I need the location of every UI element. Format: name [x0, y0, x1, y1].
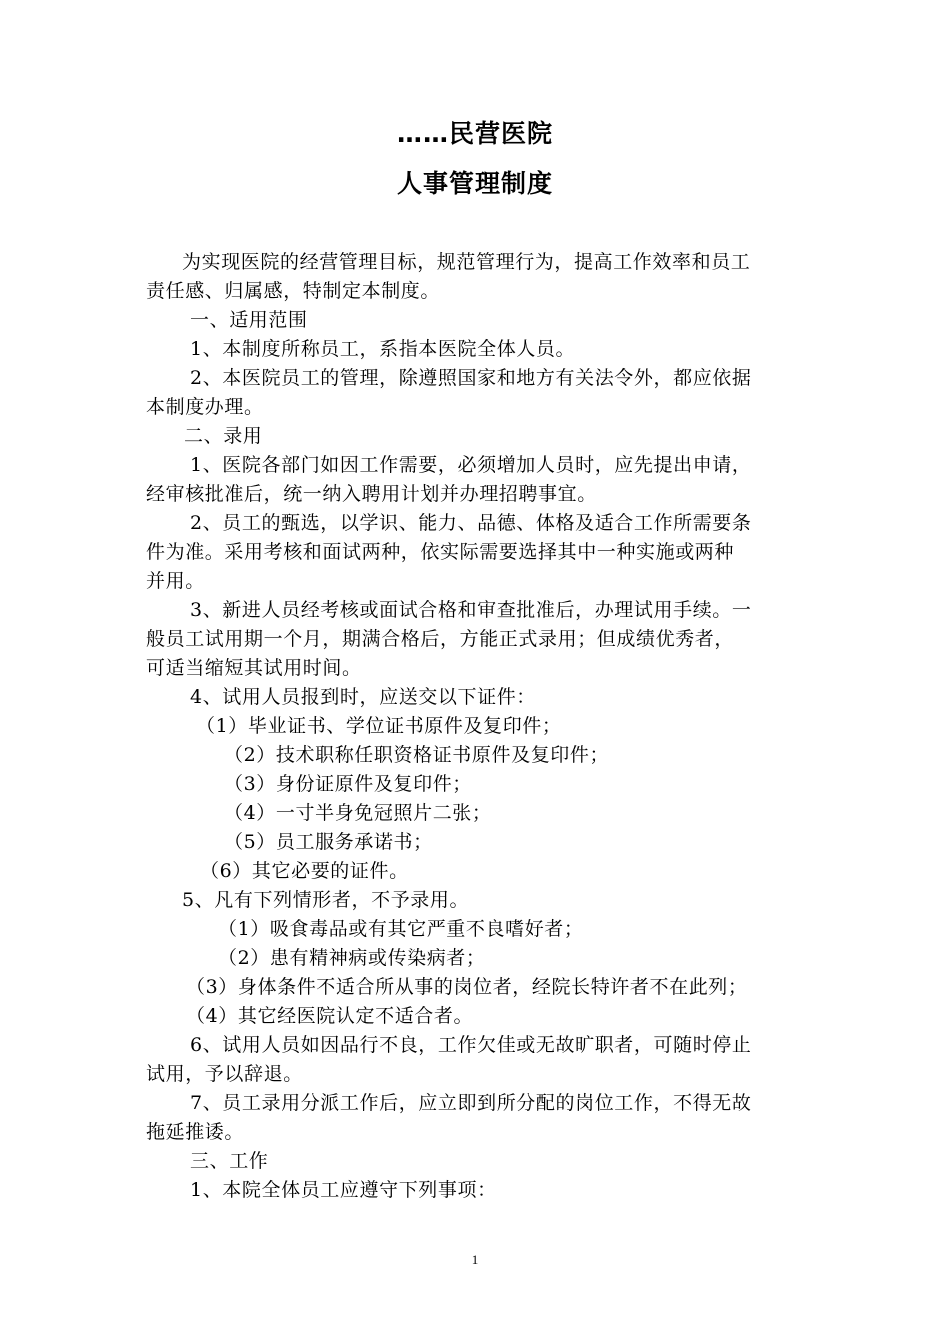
- text-line: 责任感、归属感，特制定本制度。: [146, 280, 441, 302]
- text-line: 为实现医院的经营管理目标，规范管理行为，提高工作效率和员工: [182, 251, 751, 273]
- text-line: 三、工作: [190, 1150, 269, 1172]
- text-line: （1）毕业证书、学位证书原件及复印件；: [196, 715, 562, 737]
- text-line: 3、新进人员经考核或面试合格和审查批准后，办理试用手续。一: [190, 599, 752, 621]
- hospital-title: ……民营医院: [396, 119, 553, 148]
- text-line: 二、录用: [184, 425, 263, 447]
- text-line: 件为准。采用考核和面试两种，依实际需要选择其中一种实施或两种: [146, 541, 735, 563]
- text-line: （6）其它必要的证件。: [200, 860, 409, 882]
- text-line: 2、员工的甄选，以学识、能力、品德、体格及适合工作所需要条: [190, 512, 752, 534]
- text-line: 拖延推诿。: [146, 1121, 245, 1143]
- text-line: （3）身份证原件及复印件；: [224, 773, 472, 795]
- text-line: （2）患有精神病或传染病者；: [218, 947, 486, 969]
- document-body: [146, 248, 821, 1205]
- text-line: 般员工试用期一个月，期满合格后，方能正式录用；但成绩优秀者，: [146, 628, 735, 650]
- text-line: （2）技术职称任职资格证书原件及复印件；: [224, 744, 610, 766]
- text-line: （5）员工服务承诺书；: [224, 831, 433, 853]
- text-line: 试用，予以辞退。: [146, 1063, 303, 1085]
- text-line: （4）其它经医院认定不适合者。: [186, 1005, 474, 1027]
- text-line: 一、适用范围: [190, 309, 308, 331]
- text-line: （3）身体条件不适合所从事的岗位者，经院长特许者不在此列；: [186, 976, 748, 998]
- text-line: 1、本制度所称员工，系指本医院全体人员。: [190, 338, 576, 360]
- text-line: 4、试用人员报到时，应送交以下证件：: [190, 686, 536, 708]
- text-line: 1、本院全体员工应遵守下列事项：: [190, 1179, 497, 1201]
- text-line: （1）吸食毒品或有其它严重不良嗜好者；: [218, 918, 584, 940]
- text-line: 6、试用人员如因品行不良，工作欠佳或无故旷职者，可随时停止: [190, 1034, 752, 1056]
- text-line: 并用。: [146, 570, 205, 592]
- text-line: 1、医院各部门如因工作需要，必须增加人员时，应先提出申请，: [190, 454, 752, 476]
- text-line: 可适当缩短其试用时间。: [146, 657, 362, 679]
- page-number: 1: [471, 1252, 479, 1267]
- text-line: 经审核批准后，统一纳入聘用计划并办理招聘事宜。: [146, 483, 597, 505]
- text-line: 2、本医院员工的管理，除遵照国家和地方有关法令外，都应依据: [190, 367, 752, 389]
- text-line: 7、员工录用分派工作后，应立即到所分配的岗位工作，不得无故: [190, 1092, 752, 1114]
- text-line: （4）一寸半身免冠照片二张；: [224, 802, 492, 824]
- text-line: 5、凡有下列情形者，不予录用。: [182, 889, 470, 911]
- document-title: 人事管理制度: [396, 169, 553, 198]
- text-line: 本制度办理。: [146, 396, 264, 418]
